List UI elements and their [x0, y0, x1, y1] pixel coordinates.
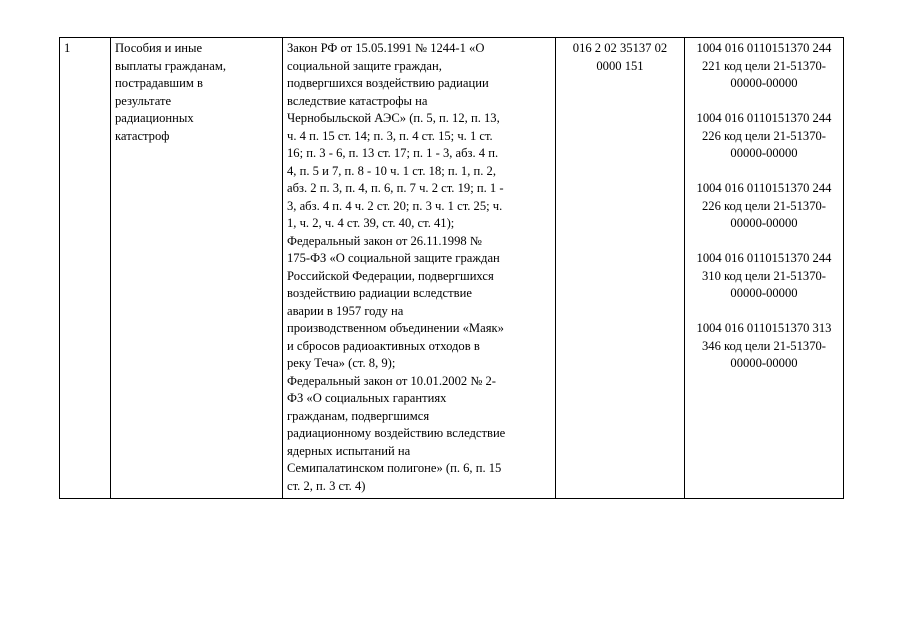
expense-code-block	[689, 40, 839, 93]
expense-code-line: 1004 016 0110151370 244	[696, 111, 832, 125]
expense-code-line: 00000-00000	[730, 286, 798, 300]
expense-code-line: 00000-00000	[730, 76, 798, 90]
expense-code-block	[689, 250, 839, 303]
legal-basis-line: и сбросов радиоактивных отходов в	[287, 338, 480, 353]
expense-codes-cell	[685, 38, 844, 499]
payment-name-line: выплаты гражданам,	[115, 58, 227, 73]
legal-basis-line: вследствие катастрофы на	[287, 93, 428, 108]
expense-code-line: 00000-00000	[730, 146, 798, 160]
legal-basis-line: радиационному воздействию вследствие	[287, 426, 506, 440]
revenue-code-line: 0000 151	[596, 58, 644, 73]
table-row	[60, 38, 844, 499]
payment-name-cell	[111, 38, 283, 499]
legal-basis-line: Закон РФ от 15.05.1991 № 1244-1 «О	[287, 41, 485, 55]
legal-basis-line: ст. 2, п. 3 ст. 4)	[287, 478, 366, 493]
legal-basis-line: 1, ч. 2, ч. 4 ст. 39, ст. 40, ст. 41);	[287, 216, 455, 230]
expense-code-line: 1004 016 0110151370 244	[696, 251, 832, 265]
legal-basis-line: ФЗ «О социальных гарантиях	[287, 391, 447, 405]
expense-code-line: 1004 016 0110151370 244	[696, 181, 832, 195]
legal-basis-line: аварии в 1957 году на	[287, 303, 404, 318]
legal-basis-line: Федеральный закон от 26.11.1998 №	[287, 233, 482, 248]
legal-basis-line: воздействию радиации вследствие	[287, 286, 472, 300]
expense-code-block	[689, 180, 839, 233]
row-number-cell	[60, 38, 111, 499]
expense-code-line: 00000-00000	[730, 216, 798, 230]
expense-code-line: 00000-00000	[730, 356, 798, 370]
expense-code-line: 226 код цели 21-51370-	[702, 198, 826, 213]
legal-basis-line: ч. 4 п. 15 ст. 14; п. 3, п. 4 ст. 15; ч. 1 ст.	[287, 128, 493, 143]
legal-basis-line: гражданам, подвергшимся	[287, 408, 430, 423]
payment-name-line: радиационных	[115, 111, 194, 125]
legal-basis-line: Федеральный закон от 10.01.2002 № 2-	[287, 373, 496, 388]
expense-code-line: 221 код цели 21-51370-	[702, 58, 826, 73]
legal-basis-line: 4, п. 5 и 7, п. 8 - 10 ч. 1 ст. 18; п. 1, п. 2,	[287, 163, 496, 178]
legal-basis-line: 16; п. 3 - 6, п. 13 ст. 17; п. 1 - 3, абз. 4 п.	[287, 146, 499, 160]
legal-basis-line: абз. 2 п. 3, п. 4, п. 6, п. 7 ч. 2 ст. 19; п. 1 -	[287, 181, 504, 195]
legal-basis-cell	[283, 38, 556, 499]
expense-code-line: 1004 016 0110151370 244	[696, 41, 832, 55]
legal-basis-line: ядерных испытаний на	[287, 443, 411, 458]
expense-code-line: 310 код цели 21-51370-	[702, 268, 826, 283]
expense-code-block	[689, 110, 839, 163]
legal-basis-line: Чернобыльской АЭС» (п. 5, п. 12, п. 13,	[287, 111, 500, 125]
revenue-code-line: 016 2 02 35137 02	[572, 41, 668, 55]
legal-basis-line: социальной защите граждан,	[287, 58, 442, 73]
payment-name-line: пострадавшим в	[115, 76, 203, 90]
expense-code-line: 346 код цели 21-51370-	[702, 338, 826, 353]
payment-name-line: результате	[115, 93, 172, 108]
expense-code-line: 226 код цели 21-51370-	[702, 128, 826, 143]
legal-basis-line: Семипалатинском полигоне» (п. 6, п. 15	[287, 461, 502, 475]
payment-name-line: катастроф	[115, 128, 170, 143]
document-table	[59, 37, 844, 499]
expense-code-line: 1004 016 0110151370 313	[696, 321, 832, 335]
expense-code-block	[689, 320, 839, 373]
legal-basis-line: подвергшихся воздействию радиации	[287, 76, 489, 90]
legal-basis-line: 3, абз. 4 п. 4 ч. 2 ст. 20; п. 3 ч. 1 ст. 25; ч.	[287, 198, 503, 213]
legal-basis-line: 175-ФЗ «О социальной защите граждан	[287, 251, 500, 265]
legal-basis-line: реку Теча» (ст. 8, 9);	[287, 356, 396, 370]
revenue-code-cell	[556, 38, 685, 499]
legal-basis-line: Российской Федерации, подвергшихся	[287, 268, 494, 283]
payment-name-line: Пособия и иные	[115, 41, 203, 55]
legal-basis-line: производственном объединении «Маяк»	[287, 321, 504, 335]
row-number: 1	[64, 41, 71, 55]
